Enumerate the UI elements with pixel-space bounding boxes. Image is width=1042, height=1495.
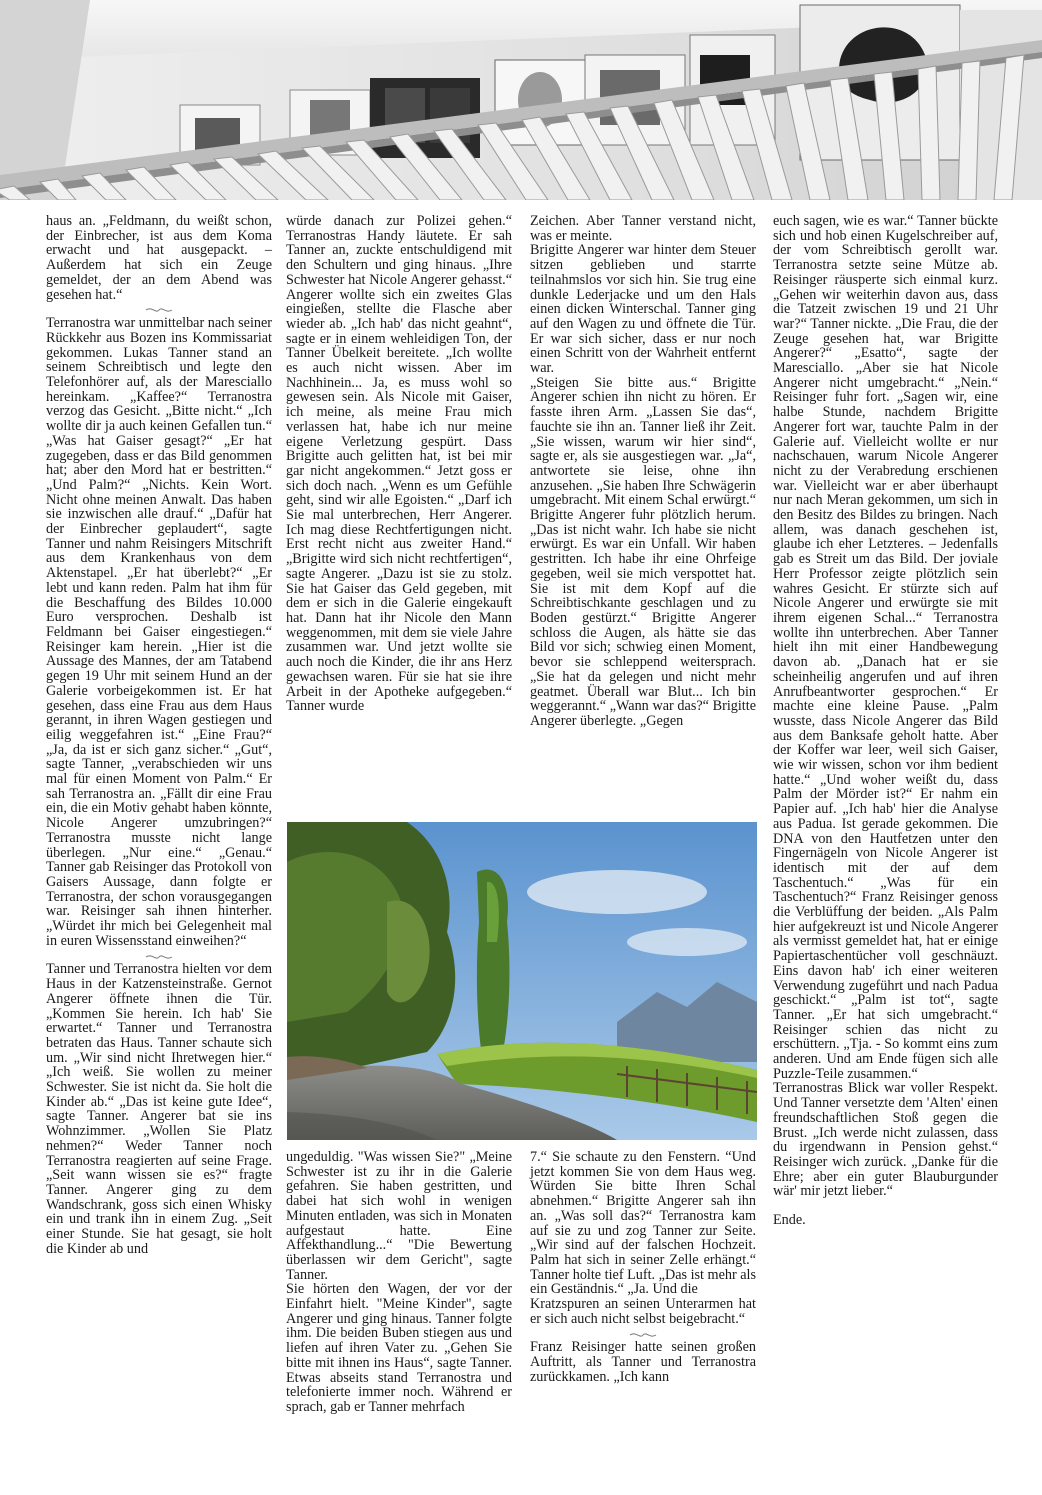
article-column-3-continued	[530, 1150, 756, 1385]
article-column-2-continued	[286, 1150, 512, 1415]
section-divider-ornament	[46, 948, 272, 962]
paragraph: Brigitte Angerer war hinter dem Steuer sitzen geblieben und starrte teilnahmslos vor sich hin. Sie trug eine dunkle Lederjacke und um den Hals einen dicken Winterschal. Tanner ging auf den Wagen zu und öffnete die Tür. Er war sich sicher, dass er nur noch einen Schritt von der Wahrheit entfernt war.	[530, 242, 756, 377]
section-divider-ornament	[46, 302, 272, 316]
paragraph: haus an. „Feldmann, du weißt schon, der Einbrecher, ist aus dem Koma erwacht und hat ausgepackt. – Außerdem hat sich ein Zeuge gemeldet, der an dem Abend was gesehen hat.“	[46, 213, 272, 303]
paragraph: Zeichen. Aber Tanner verstand nicht, was er meinte.	[530, 213, 756, 244]
paragraph: Tanner und Terranostra hielten vor dem Haus in der Katzensteinstraße. Gernot Angerer öffnete ihnen die Tür. „Kommen Sie herein. Ich hab' Sie erwartet.“ Tanner und Terranostra betraten das Haus. Tanner schaute sich um. „Wir sind nicht Ihretwegen hier.“ „Ich weiß. Sie wollen zu meiner Schwester. Sie ist nicht da. Sie holt die Kinder ab.“ „Das ist keine gute Idee“, sagte Tanner. Angerer bat sie ins Wohnzimmer. „Wollen Sie Platz nehmen?“ Weder Tanner noch Terranostra reagierten auf seine Frage. „Seit wann wissen sie es?“ fragte Tanner. Angerer ging zu dem Wandschrank, goss sich einen Whisky ein und trank ihn in einem Zug. „Seit einer Stunde. Sie hat gesagt, sie holt die Kinder ab und	[46, 961, 272, 1257]
article-column-4	[773, 214, 998, 1228]
article-column-3	[530, 214, 756, 729]
hedge-path-photo	[287, 822, 757, 1140]
article-column-1	[46, 214, 272, 1257]
gallery-railing-photo	[0, 0, 1042, 200]
paragraph: Franz Reisinger hatte seinen großen Auftritt, als Tanner und Terranostra zurückkamen. „Ich kann	[530, 1339, 756, 1385]
article-column-2	[286, 214, 512, 714]
paragraph: Terranostras Blick war voller Respekt. Und Tanner versetzte dem 'Alten' einen freundschaftlichen Stoß gegen die Brust. „Ich werde nicht zulassen, dass du irgendwann in Pension gehst.“ Reisinger wich zurück. „Danke für die Ehre; aber ein guter Blauburgunder wär' mir jetzt lieber.“	[773, 1080, 998, 1200]
paragraph: euch sagen, wie es war.“ Tanner bückte sich und hob einen Kugelschreiber auf, der vom Schreibtisch gerollt war. Terranostra setzte seine Mütze ab. Reisinger räusperte sich einmal kurz. „Gehen wir weiterhin davon aus, dass die Tatzeit zwischen 19 und 21 Uhr war?“ Tanner nickte. „Die Frau, die der Zeuge gesehen hat, war Brigitte Angerer?“ „Esatto“, sagte der Maresciallo. „Aber sie hat Nicole Angerer nicht umgebracht.“ „Nein.“ Reisinger fuhr fort. „Sagen wir, eine halbe Stunde, nachdem Brigitte Angerer fort war, tauchte Palm in der Galerie auf. Vielleicht wollte er nur nachschauen, warum Nicole Angerer nicht zu der Verabredung erschienen war. Vielleicht war er aber überhaupt nur nach Meran gekommen, um sich in den Besitz des Bildes zu bringen. Nach allem, was danach geschehen ist, glaube ich eher Letzteres. – Jedenfalls gab es Streit um das Bild. Der joviale Herr Professor zeigte plötzlich sein wahres Gesicht. Er stürzte sich auf Nicole Angerer und erwürgte sie mit ihrem eigenen Schal...“ Terranostra wollte ihn unterbrechen. Aber Tanner hielt ihn mit einer Handbewegung davon ab. „Danach hat er sie scheinheilig angerufen und auf ihren Anrufbeantworter gesprochen.“ Er machte eine kleine Pause. „Palm wusste, dass Nicole Angerer das Bild aus dem Banksafe geholt hatte. Aber der Koffer war leer, weil sich Gaiser, wie wir wissen, schon vor ihm bedient hatte.“ „Und woher weißt du, dass Palm der Mörder ist?“ Er nahm ein Papier auf. „Ich hab' hier die Analyse aus Padua. Ist gerade gekommen. Die DNA von den Hautfetzen unter den Fingernägeln von Nicole Angerer ist identisch mit der auf dem Taschentuch.“ „Was für ein Taschentuch?“ Franz Reisinger genoss die Verblüffung der beiden. „Als Palm hier aufgekreuzt ist und Nicole Angerer als vermisst gemeldet hat, hat er einige Papiertaschentücher voll geschnäuzt. Eins davon hab' ich einer weiteren Verwendung zugeführt und nach Padua geschickt.“ „Palm ist tot“, sagte Tanner. „Er hat sich umgebracht.“ Reisinger schien das nicht zu erschüttern. „Tja. - So kommt eins zum anderen. Und am Ende fügen sich alle Puzzle-Teile zusammen.“	[773, 213, 998, 1082]
paragraph: würde danach zur Polizei gehen.“ Terranostras Handy läutete. Er sah Tanner an, zuckte entschuldigend mit den Schultern und ging hinaus. „Ihre Schwester hat Nicole Angerer gehasst.“ Angerer wollte sich ein zweites Glas eingießen, stellte die Flasche aber wieder ab. „Ich hab' das nicht geahnt“, sagte er in einem wehleidigen Ton, der Tanner Übelkeit bereitete. „Ich wollte es auch nicht wissen. Aber im Nachhinein... Ja, es muss wohl so gewesen sein. Als Nicole mit Gaiser, ich meine, als meine Frau mich verlassen hat, habe ich nur meine eigene Verletzung gespürt. Dass Brigitte auch gelitten hat, ist bei mir gar nicht angekommen.“ Jetzt goss er sich doch nach. „Wenn es um Gefühle geht, sind wir alle Egoisten.“ „Darf ich Sie mal unterbrechen, Herr Angerer. Ich mag diese Rechtfertigungen nicht. Erst recht nicht aus zweiter Hand.“ „Brigitte wird sich nicht rechtfertigen“, sagte Angerer. „Dazu ist sie zu stolz. Sie hat Gaiser das Geld gegeben, mit dem er sich in die Galerie eingekauft hat. Dann hat ihr Nicole den Mann weggenommen, mit dem sie viele Jahre zusammen war. Und jetzt wollte sie auch noch die Kinder, die ihr ans Herz gewachsen waren. Für sie hat sie ihre Arbeit in der Apotheke aufgegeben.“ Tanner wurde	[286, 213, 512, 715]
paragraph: Kratzspuren an seinen Unterarmen hat er sich auch nicht selbst beigebracht.“	[530, 1296, 756, 1327]
paragraph: Sie hörten den Wagen, der vor der Einfahrt hielt. "Meine Kinder", sagte Angerer und ging hinaus. Tanner folgte ihm. Die beiden Buben stiegen aus und liefen auf ihren Vater zu. „Gehen Sie bitte mit ihnen ins Haus“, sagte Tanner. Etwas abseits stand Terranostra und telefonierte immer noch. Während er sprach, gab er Tanner mehrfach	[286, 1281, 512, 1415]
section-divider-ornament	[530, 1326, 756, 1340]
paragraph: 7.“ Sie schaute zu den Fenstern. “Und jetzt kommen Sie von dem Haus weg. Würden Sie bitte Ihren Schal abnehmen.“ Brigitte Angerer sah ihn an. „Was soll das?“ Terranostra kam auf sie zu und zog Tanner zur Seite. „Wir sind auf der falschen Hochzeit. Palm hat sich in seiner Zelle erhängt.“ Tanner holte tief Luft. „Das ist mehr als ein Geständnis.“ „Ja. Und die	[530, 1149, 756, 1298]
article-end-label: Ende.	[773, 1212, 806, 1229]
paragraph: „Steigen Sie bitte aus.“ Brigitte Angerer schien ihn nicht zu hören. Er fasste ihren Arm. „Lassen Sie das“, fauchte sie ihn an. Tanner ließ ihr Zeit. „Sie wissen, warum wir hier sind“, sagte er, als sie ausgestiegen war. „Ja“, antwortete sie leise, ohne ihn anzusehen. „Sie haben Ihre Schwägerin umgebracht. Mit einem Schal erwürgt.“ Brigitte Angerer fuhr plötzlich herum. „Das ist nicht wahr. Ich habe sie nicht erwürgt. Es war ein Unfall. Wir haben gestritten. Ich habe ihr eine Ohrfeige gegeben, weil sie mich verspottet hat. Sie ist mit dem Kopf auf die Schreibtischkante geschlagen und zu Boden gestürzt.“ Brigitte Angerer schloss die Augen, als hätte sie das Bild vor sich; schwieg einen Moment, bevor sie schleppend weitersprach. „Sie hat da gelegen und nicht mehr geatmet. Überall war Blut... Ich bin weggerannt.“ „Wann war das?“ Brigitte Angerer überlegte. „Gegen	[530, 374, 756, 729]
paragraph: ungeduldig. "Was wissen Sie?" „Meine Schwester ist zu ihr in die Galerie gefahren. Sie haben gestritten, und dabei hat sich wohl in wenigen Minuten entladen, was sich in Monaten aufgestaut hatte. Eine Affekthandlung...“ "Die Bewertung überlassen wir dem Gericht", sagte Tanner.	[286, 1149, 512, 1283]
paragraph: Terranostra war unmittelbar nach seiner Rückkehr aus Bozen ins Kommissariat gekommen. Lukas Tanner stand an seinem Schreibtisch und legte den Telefonhörer auf, als der Maresciallo hereinkam. „Kaffee?“ Terranostra verzog das Gesicht. „Bitte nicht.“ „Ich wollte dir ja auch keinen Gefallen tun.“ „Was hat Gaiser gesagt?“ „Er hat zugegeben, dass er das Bild genommen hat; aber den Mord hat er bestritten.“ „Und Palm?“ „Nichts. Kein Wort. Nicht ohne meinen Anwalt. Das haben sie inzwischen alle drauf.“ „Dafür hat der Einbrecher geplaudert“, sagte Tanner und nahm Reisingers Mitschrift aus dem Krankenhaus von dem Aktenstapel. „Er hat überlebt?“ „Er lebt und kann reden. Palm hat ihm für die Beschaffung des Bildes 10.000 Euro versprochen. Deshalb ist Feldmann bei Gaiser eingestiegen.“ Reisinger kam herein. „Hier ist die Aussage des Mannes, der am Tatabend gegen 19 Uhr mit seinem Hund an der Galerie vorbeigekommen ist. Er hat gesehen, dass eine Frau aus dem Haus gerannt, in ihren Wagen gestiegen und eilig weggefahren ist.“ „Eine Frau?“ „Ja, da ist er sich ganz sicher.“ „Gut“, sagte Tanner, „verabschieden wir uns mal für einen Moment von Palm.“ Er sah Terranostra an. „Fällt dir eine Frau ein, die ein Motiv gehabt haben könnte, Nicole Angerer umzubringen?“ Terranostra musste nicht lange überlegen. „Nur eine.“ „Genau.“ Tanner gab Reisinger das Protokoll von Gaisers Aussage, dann folgte er Terranostra, der schon vorausgegangen war. Reisinger sah ihnen hinterher. „Würdet ihr mich bei Gelegenheit mal in euren Wissensstand einweihen?“	[46, 315, 272, 949]
